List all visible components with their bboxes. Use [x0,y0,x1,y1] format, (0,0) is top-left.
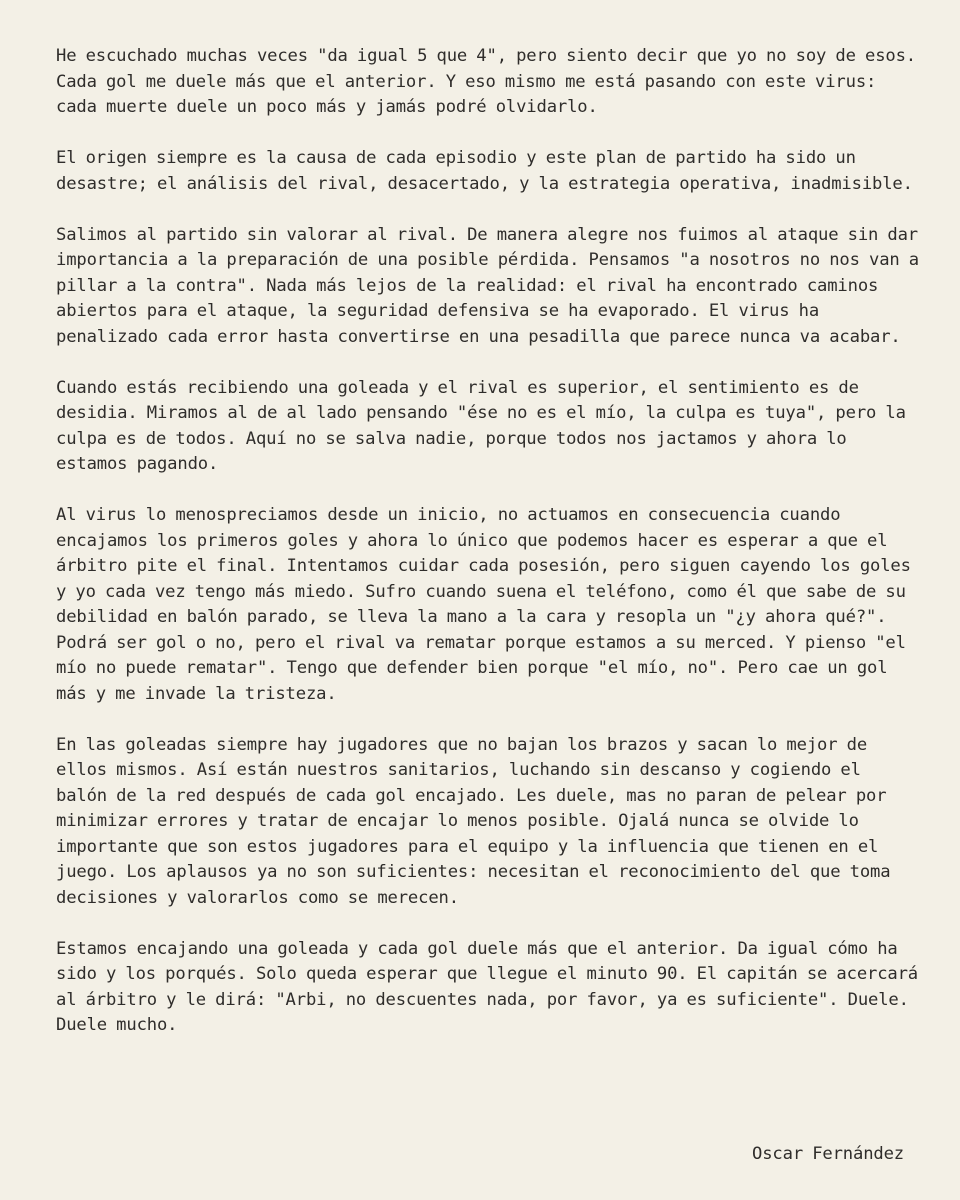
paragraph-1: He escuchado muchas veces "da igual 5 que 4", pero siento decir que yo no soy de esos. Cada gol me duele más que el anterior. Y eso mismo me está pasando con este virus: cada muerte duele un poco más y jamás podré olvidarlo. [56,46,917,117]
paragraph-3: Salimos al partido sin valorar al rival. De manera alegre nos fuimos al ataque sin dar importancia a la preparación de una posible pérdida. Pensamos "a nosotros no nos van a pillar a la contra". Nada más lejos de la realidad: el rival ha encontrado caminos abiertos para el ataque, la seguridad defensiva se ha evaporado. El virus ha penalizado cada error hasta convertirse en una pesadilla que parece nunca va acabar. [56,224,920,347]
paragraph-5: Al virus lo menospreciamos desde un inicio, no actuamos en consecuencia cuando encajamos los primeros goles y ahora lo único que podemos hacer es esperar a que el árbitro pite el final. Intentamos cuidar cada posesión, pero siguen cayendo los goles y yo cada vez tengo más miedo. Sufro cuando suena el teléfono, como él que sabe de su debilidad en balón parado, se lleva la mano a la cara y resopla un "¿y ahora qué?". Podrá ser gol o no, pero el rival va rematar porque estamos a su merced. Y pienso "el mío no puede rematar". Tengo que defender bien porque "el mío, no". Pero cae un gol más y me invade la tristeza. [56,505,911,704]
article-body [56,44,920,1064]
author-signature: Oscar Fernández [752,1144,904,1164]
paragraph-7: Estamos encajando una goleada y cada gol duele más que el anterior. Da igual cómo ha sido y los porqués. Solo queda esperar que llegue el minuto 90. El capitán se acercará al árbitro y le dirá: "Arbi, no descuentes nada, por favor, ya es suficiente". Duele. Duele mucho. [56,938,919,1035]
paragraph-6: En las goleadas siempre hay jugadores que no bajan los brazos y sacan lo mejor de ellos mismos. Así están nuestros sanitarios, luchando sin descanso y cogiendo el balón de la red después de cada gol encajado. Les duele, mas no paran de pelear por minimizar errores y tratar de encajar lo menos posible. Ojalá nunca se olvide lo importante que son estos jugadores para el equipo y la influencia que tienen en el juego. Los aplausos ya no son suficientes: necesitan el reconocimiento del que toma decisiones y valorarlos como se merecen. [56,734,891,908]
paragraph-2: El origen siempre es la causa de cada episodio y este plan de partido ha sido un desastre; el análisis del rival, desacertado, y la estrategia operativa, inadmisible. [56,148,913,194]
paragraph-4: Cuando estás recibiendo una goleada y el rival es superior, el sentimiento es de desidia. Miramos al de al lado pensando "ése no es el mío, la culpa es tuya", pero la culpa es de todos. Aquí no se salva nadie, porque todos nos jactamos y ahora lo estamos pagando. [56,377,906,474]
